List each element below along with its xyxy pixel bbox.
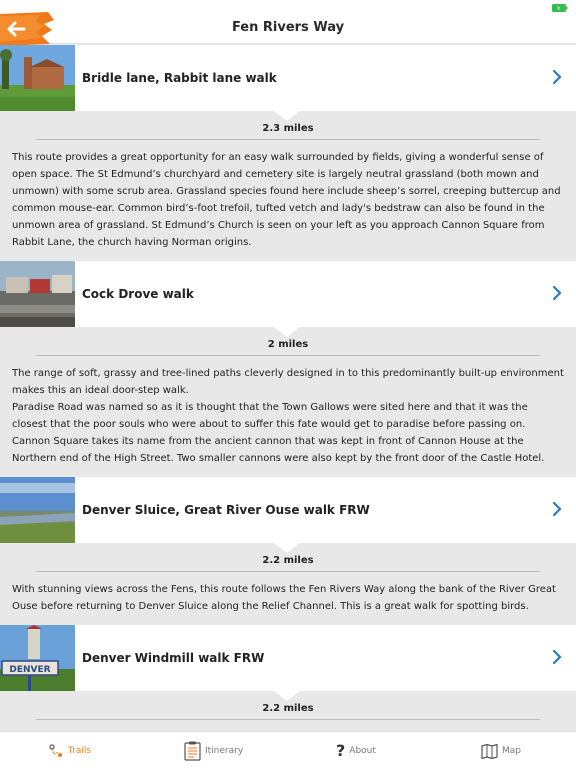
walk-distance: 2.3 miles xyxy=(262,123,314,134)
trails-icon xyxy=(48,743,64,759)
tab-label: Trails xyxy=(68,746,92,756)
chevron-right-icon[interactable] xyxy=(552,649,562,665)
walk-card[interactable] xyxy=(0,625,576,691)
card-notch xyxy=(274,543,300,553)
walk-title: Denver Windmill walk FRW xyxy=(82,651,265,665)
card-notch xyxy=(274,691,300,701)
walk-description xyxy=(12,365,564,467)
divider xyxy=(36,571,540,572)
walk-thumbnail-river xyxy=(0,477,75,543)
tab-about[interactable] xyxy=(336,740,376,762)
battery-icon xyxy=(552,4,568,12)
map-icon xyxy=(481,744,498,759)
question-icon: ? xyxy=(336,741,346,760)
tab-bar xyxy=(0,731,576,768)
description-paragraph: With stunning views across the Fens, this route follows the Fen Rivers Way along the bank of the River Great Ouse before returning to Denver Sluice along the Relief Channel. This is a great walk for spotting birds. xyxy=(12,584,556,612)
description-paragraph: This route provides a great opportunity for an easy walk surrounded by fields, giving a wonderful sense of open space. The St Edmund’s churchyard and cemetery site is largely neutral grassland (both mown and unmown) with some scrub area. Grassland species found here include sheep’s sorrel, creeping buttercup and common mouse-ear. Common bird’s-foot trefoil, tufted vetch and lady's bedstraw can also be found in the unmown area of grassland. St Edmund’s Church is seen on your left as you approach Cannon Square from Rabbit Lane, the church having Norman origins. xyxy=(12,152,561,248)
description-paragraph: The range of soft, grassy and tree-lined paths cleverly designed in to this predominantly built-up environment makes this an ideal door-step walk. xyxy=(12,368,564,396)
divider xyxy=(36,355,540,356)
divider xyxy=(36,139,540,140)
walk-title: Bridle lane, Rabbit lane walk xyxy=(82,71,277,85)
description-paragraph: Paradise Road was named so as it is thought that the Town Gallows were sited here and that it was the closest that the poor souls who were about to suffer this fate would get to paradise before passing on. xyxy=(12,402,528,430)
walk-thumbnail-windmill-sign xyxy=(0,625,75,691)
walk-card[interactable] xyxy=(0,477,576,543)
walk-description xyxy=(12,149,564,251)
tab-itinerary[interactable] xyxy=(184,740,243,762)
nav-header xyxy=(0,0,576,44)
card-notch xyxy=(274,327,300,337)
walk-description xyxy=(12,581,564,615)
divider xyxy=(36,719,540,720)
tab-label: Map xyxy=(502,746,521,756)
walk-distance: 2.2 miles xyxy=(262,555,314,566)
walk-thumbnail-church xyxy=(0,45,75,111)
tab-label: Itinerary xyxy=(205,746,244,756)
walk-card[interactable] xyxy=(0,45,576,111)
walk-title: Cock Drove walk xyxy=(82,287,194,301)
chevron-right-icon[interactable] xyxy=(552,501,562,517)
itinerary-icon xyxy=(184,741,201,761)
chevron-right-icon[interactable] xyxy=(552,285,562,301)
walk-distance: 2 miles xyxy=(267,339,309,350)
card-notch xyxy=(274,111,300,121)
walk-card[interactable] xyxy=(0,261,576,327)
walk-distance: 2.2 miles xyxy=(262,703,314,714)
tab-map[interactable] xyxy=(481,740,521,762)
sign-text: DENVER xyxy=(9,665,51,675)
page-title: Fen Rivers Way xyxy=(231,20,345,35)
chevron-right-icon[interactable] xyxy=(552,69,562,85)
tab-label: About xyxy=(349,746,376,756)
walk-title: Denver Sluice, Great River Ouse walk FRW xyxy=(82,503,370,517)
description-paragraph: Cannon Square takes its name from the ancient cannon that was kept in front of Cannon House at the Northern end of the High Street. Two smaller cannons were also kept by the front door of the Castle Hotel. xyxy=(12,436,545,464)
tab-trails[interactable] xyxy=(48,740,91,762)
walk-thumbnail-street xyxy=(0,261,75,327)
